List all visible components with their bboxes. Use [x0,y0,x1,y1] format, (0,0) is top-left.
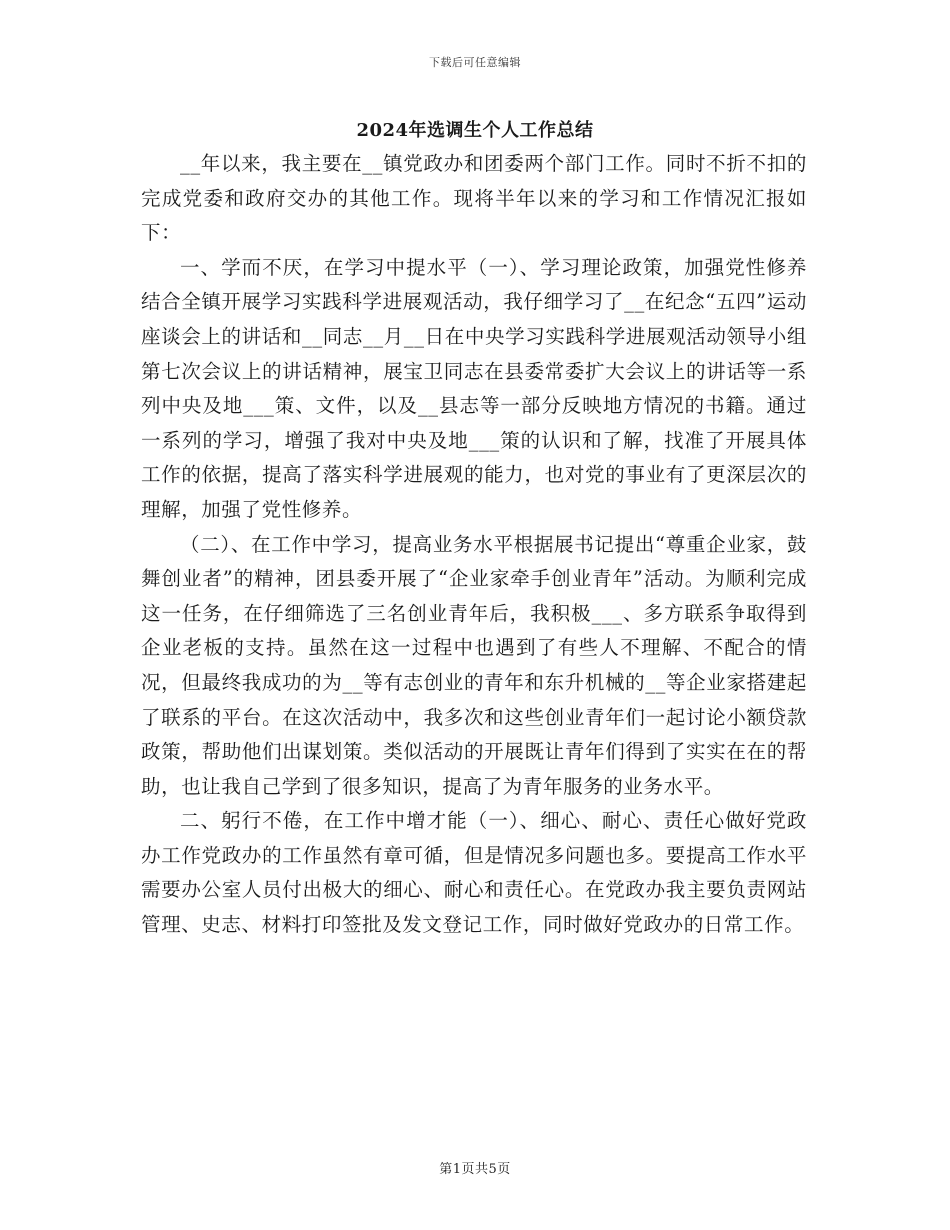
paragraph-study-theory: 一、学而不厌，在学习中提水平（一）、学习理论政策，加强党性修养结合全镇开展学习实践科学进展观活动，我仔细学习了__在纪念“五四”运动座谈会上的讲话和__同志__月__日在中央学习实践科学进展观活动领导小组第七次会议上的讲话精神，展宝卫同志在县委常委扩大会议上的讲话等一系列中央及地___策、文件，以及__县志等一部分反映地方情况的书籍。通过一系列的学习，增强了我对中央及地___策的认识和了解，找准了开展具体工作的依据，提高了落实科学进展观的能力，也对党的事业有了更深层次的理解，加强了党性修养。 [141,255,807,521]
document-title: 2024年选调生个人工作总结 [356,120,594,141]
page-number: 第1页共5页 [439,1162,511,1177]
paragraph-study-work: （二）、在工作中学习，提高业务水平根据展书记提出“尊重企业家，鼓舞创业者”的精神，团县委开展了“企业家牵手创业青年”活动。为顺利完成这一任务，在仔细筛选了三名创业青年后，我积极___、多方联系争取得到企业老板的支持。虽然在这一过程中也遇到了有些人不理解、不配合的情况，但最终我成功的为__等有志创业的青年和东升机械的__等企业家搭建起了联系的平台。在这次活动中，我多次和这些创业青年们一起讨论小额贷款政策，帮助他们出谋划策。类似活动的开展既让青年们得到了实实在在的帮助，也让我自己学到了很多知识，提高了为青年服务的业务水平。 [141,532,807,798]
paragraph-practice: 二、躬行不倦，在工作中增才能（一）、细心、耐心、责任心做好党政办工作党政办的工作虽然有章可循，但是情况多问题也多。要提高工作水平需要办公室人员付出极大的细心、耐心和责任心。在党政办我主要负责网站管理、史志、材料打印签批及发文登记工作，同时做好党政办的日常工作。 [141,809,807,937]
paragraph-intro: __年以来，我主要在__镇党政办和团委两个部门工作。同时不折不扣的完成党委和政府交办的其他工作。现将半年以来的学习和工作情况汇报如下： [141,152,807,245]
document-body [141,147,807,943]
header-note: 下载后可任意编辑 [429,56,521,69]
